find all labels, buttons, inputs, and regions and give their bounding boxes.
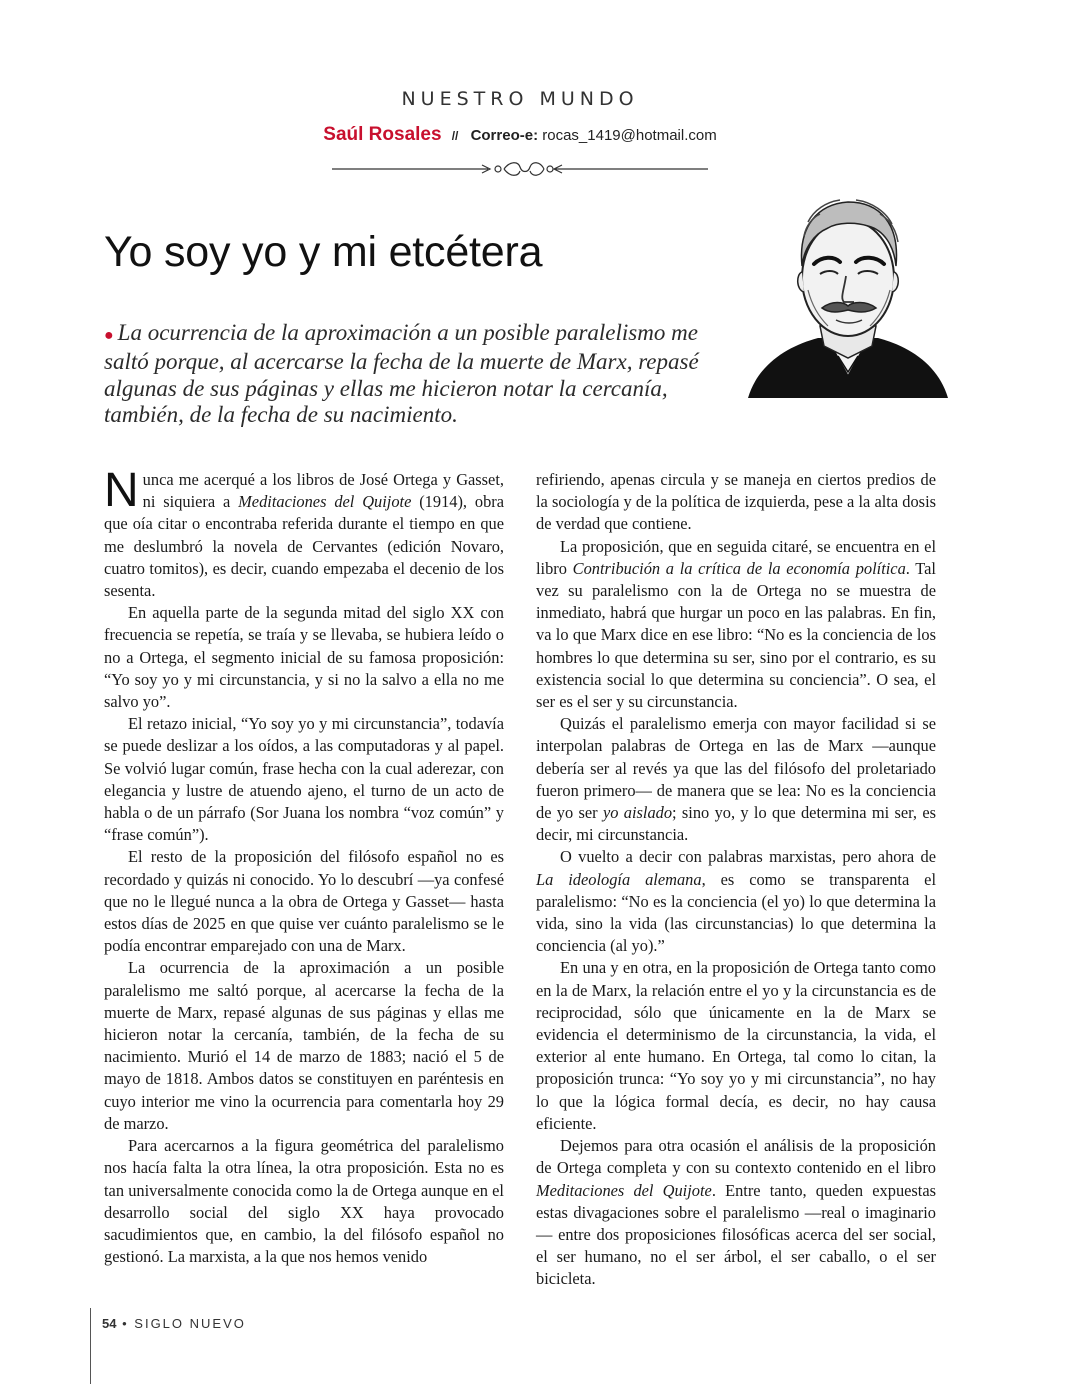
body-text: Dejemos para otra ocasión el análisis de la proposición de Ortega completa y con su contexto contenido en el libro bbox=[536, 1136, 936, 1178]
body-paragraph bbox=[104, 957, 504, 1135]
body-text: Quizás el paralelismo emerja con mayor facilidad si se interpolan palabras de Ortega en las de Marx —aunque debería ser al revés ya que las del filósofo del proletariado fueron primero— de manera que se lea: No es la conciencia de yo ser bbox=[536, 714, 936, 823]
body-paragraph bbox=[104, 1135, 504, 1268]
body-text: . Entre tanto, queden expuestas estas divagaciones sobre el paralelismo —real o imaginario— entre dos proposiciones filosóficas acerca del ser social, el ser humano, no el ser árbol, el ser caballo, o el ser bicicleta. bbox=[536, 1180, 936, 1289]
body-paragraph bbox=[536, 1135, 936, 1290]
byline bbox=[0, 124, 1040, 146]
body-paragraph bbox=[536, 469, 936, 536]
body-paragraph bbox=[104, 464, 504, 602]
author-name: Saúl Rosales bbox=[323, 124, 442, 145]
body-text: . Tal vez su paralelismo con la de Ortega no se muestra de inmediato, habrá que hurgar un poco en las palabras. En fin, va lo que Marx dice en ese libro: “No es la conciencia de los hombres lo que determina su ser, sino por el contrario, es su existencia social lo que determina su conciencia”. O sea, el ser es el ser y su circunstancia. bbox=[536, 558, 936, 712]
body-paragraph bbox=[104, 713, 504, 846]
body-paragraph bbox=[536, 536, 936, 714]
body-text: En aquella parte de la segunda mitad del siglo XX con frecuencia se repetía, se traía y se llevaba, se hubiera leído o no a Ortega, el segmento inicial de su famosa proposición: “Yo soy yo y mi circunstancia, y si no la salvo a ella no me salvo yo”. bbox=[104, 603, 504, 712]
article-headline: Yo soy yo y mi etcétera bbox=[104, 228, 543, 276]
ornament-divider bbox=[332, 158, 708, 180]
italic-title: Meditaciones del Quijote bbox=[536, 1180, 712, 1200]
email-label: Correo-e: bbox=[470, 127, 539, 144]
italic-title: La ideología alemana bbox=[536, 869, 702, 889]
body-text: La ocurrencia de la aproximación a un posible paralelismo me saltó porque, al acercarse la fecha de la muerte de Marx, repasé algunas de sus páginas y ellas me hicieron notar la cercanía, también, de la fecha de su nacimiento. Murió el 14 de marzo de 1883; nació el 5 de mayo de 1818. Ambos datos se constituyen en paréntesis en cuyo interior me vino la ocurrencia para comentarla hoy 29 de marzo. bbox=[104, 958, 504, 1133]
body-text: refiriendo, apenas circula y se maneja en ciertos predios de la sociología y de la política de izquierda, pese a la alta dosis de verdad que contiene. bbox=[536, 470, 936, 534]
italic-title: Meditaciones del Quijote bbox=[238, 492, 412, 512]
body-column-right bbox=[536, 469, 936, 1291]
body-column-left bbox=[104, 464, 504, 1268]
author-email[interactable]: rocas_1419@hotmail.com bbox=[542, 127, 717, 144]
section-label: NUESTRO MUNDO bbox=[401, 88, 639, 110]
body-text: Para acercarnos a la figura geométrica del paralelismo nos hacía falta la otra línea, la otra proposición. Esta no es tan universalmente conocida como la de Ortega aunque en el desarrollo social del siglo XX haya provocado sacudimientos que, en cambio, la del filósofo español no gestionó. La marxista, a la que nos hemos venido bbox=[104, 1136, 504, 1267]
body-text: En una y en otra, en la proposición de Ortega tanto como en la de Marx, la relación entre el yo y la circunstancia es de reciprocidad, sólo que únicamente en la de Marx se evidencia el determinismo de la circunstancia, la vida, el exterior al ente humano. En Ortega, tal como lo citan, la proposición trunca: “Yo soy yo y mi circunstancia”, no hay lo que la lógica formal decía, es decir, no hay causa eficiente. bbox=[536, 958, 936, 1133]
page-number: 54 bbox=[102, 1316, 117, 1331]
body-paragraph bbox=[104, 602, 504, 713]
body-text: , es como se transparenta el paralelismo: “No es la conciencia (el yo) lo que determina la vida, sino la vida (las circunstancias) lo que determina la conciencia (al yo).” bbox=[536, 869, 936, 956]
deck-text: La ocurrencia de la aproximación a un posible paralelismo me saltó porque, al acercarse la fecha de la muerte de Marx, repasé algunas de sus páginas y ellas me hicieron notar la cercanía, también, de la fecha de su nacimiento. bbox=[104, 320, 699, 428]
byline-separator: // bbox=[451, 129, 459, 143]
deck-bullet-icon: ● bbox=[104, 327, 114, 344]
body-paragraph bbox=[536, 846, 936, 957]
article-deck bbox=[104, 320, 704, 429]
body-paragraph bbox=[536, 957, 936, 1135]
body-paragraph bbox=[104, 846, 504, 957]
drop-cap: N bbox=[104, 464, 139, 517]
body-text: La proposición, que en seguida citaré, se encuentra en el libro bbox=[536, 536, 936, 578]
body-paragraph bbox=[536, 713, 936, 846]
body-text: O vuelto a decir con palabras marxistas, pero ahora de bbox=[560, 847, 936, 867]
body-text: (1914), obra que oía citar o encontraba referida durante el tiempo en que me deslumbró la novela de Cervantes (edición Novaro, cuatro tomitos), es decir, cuando empezaba el decenio de los sesenta. bbox=[104, 492, 504, 601]
page-footer bbox=[102, 1316, 246, 1331]
publication-name: SIGLO NUEVO bbox=[134, 1316, 246, 1331]
body-text: El retazo inicial, “Yo soy yo y mi circunstancia”, todavía se puede deslizar a los oídos, a las computadoras y al papel. Se volvió lugar común, frase hecha con la cual aderezar, con elegancia y lustre de atuendo ajeno, el turno de un acto de habla o de un párrafo (Sor Juana los nombra “voz común” y “frase común”). bbox=[104, 714, 504, 845]
author-portrait bbox=[748, 186, 948, 398]
italic-title: Contribución a la crítica de la economía política bbox=[572, 558, 906, 578]
footer-rule bbox=[90, 1308, 91, 1384]
body-text: El resto de la proposición del filósofo español no es recordado y quizás ni conocido. Yo lo descubrí —ya confesé que no le llegué nunca a la obra de Ortega y Gasset— hasta estos días de 2025 en que quise ver cuánto paralelismo se le podía encontrar emparejado con una de Marx. bbox=[104, 847, 504, 956]
italic-title: yo aislado bbox=[602, 803, 673, 823]
body-text: unca me acerqué a los libros de José Ortega y Gasset, ni siquiera a bbox=[142, 470, 504, 512]
footer-dot: • bbox=[122, 1316, 129, 1331]
body-text: ; sino yo, y lo que determina mi ser, es decir, mi circunstancia. bbox=[536, 803, 937, 845]
